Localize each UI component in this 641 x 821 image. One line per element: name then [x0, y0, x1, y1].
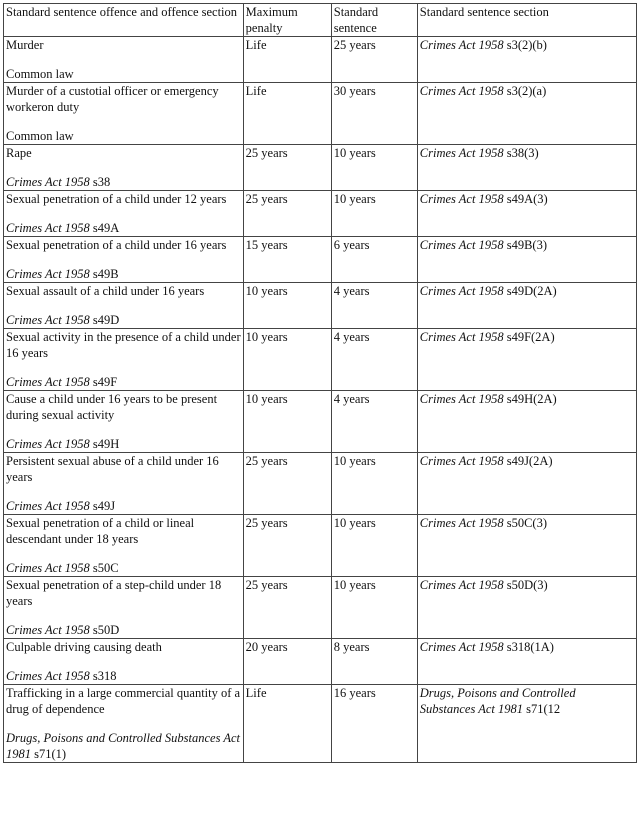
offence-section: [6, 498, 241, 514]
offence-section: [6, 174, 241, 190]
section-number: s49F(2A): [503, 330, 555, 344]
offence-section-number: s49F: [89, 375, 118, 389]
section-act: Crimes Act 1958: [419, 454, 504, 468]
section-act: Crimes Act 1958: [419, 84, 504, 98]
offence-act: Crimes Act 1958: [6, 437, 90, 451]
offence-section-number: s71(1): [31, 747, 67, 761]
maximum-penalty-cell: 25 years: [243, 145, 331, 191]
standard-sentence-cell: 10 years: [331, 577, 417, 639]
section-number: s50D(3): [503, 578, 548, 592]
standard-sentence-cell: 10 years: [331, 191, 417, 237]
table-row: [4, 391, 637, 453]
section-number: s49A(3): [503, 192, 548, 206]
section-act: Crimes Act 1958: [419, 284, 504, 298]
maximum-penalty-cell: 10 years: [243, 391, 331, 453]
offence-section: [6, 128, 241, 144]
offence-name: Sexual penetration of a step-child under 18 years: [6, 578, 222, 608]
table-row: [4, 329, 637, 391]
offence-section-number: s49B: [89, 267, 119, 281]
section-number: s49D(2A): [503, 284, 557, 298]
section-act: Crimes Act 1958: [419, 640, 504, 654]
offence-name: Rape: [6, 146, 32, 160]
standard-sentence-section-cell: [417, 329, 636, 391]
table-row: [4, 577, 637, 639]
standard-sentence-section-cell: [417, 191, 636, 237]
section-act: Crimes Act 1958: [419, 238, 504, 252]
offence-cell: [4, 191, 244, 237]
section-number: s3(2)(b): [503, 38, 547, 52]
offence-section-number: s49D: [89, 313, 120, 327]
section-act: Crimes Act 1958: [419, 392, 504, 406]
offence-section: [6, 436, 241, 452]
offence-cell: [4, 237, 244, 283]
maximum-penalty-cell: 25 years: [243, 453, 331, 515]
offence-section-number: s318: [89, 669, 117, 683]
maximum-penalty-cell: 20 years: [243, 639, 331, 685]
offence-act: Crimes Act 1958: [6, 221, 90, 235]
offence-cell: [4, 83, 244, 145]
offence-name: Trafficking in a large commercial quantity of a drug of dependence: [6, 686, 241, 716]
table-row: [4, 685, 637, 763]
offence-cell: [4, 639, 244, 685]
offence-section-number: s49J: [89, 499, 116, 513]
offence-cell: [4, 685, 244, 763]
standard-sentence-section-cell: [417, 283, 636, 329]
offence-cell: [4, 515, 244, 577]
offence-name: Murder of a custotial officer or emergency workeron duty: [6, 84, 219, 114]
standard-sentence-cell: 4 years: [331, 329, 417, 391]
standard-sentence-cell: 6 years: [331, 237, 417, 283]
section-number: s318(1A): [503, 640, 554, 654]
table-row: [4, 515, 637, 577]
offence-name: Sexual penetration of a child or lineal descendant under 18 years: [6, 516, 195, 546]
table-row: [4, 191, 637, 237]
maximum-penalty-cell: Life: [243, 37, 331, 83]
header-standard-sentence-section: Standard sentence section: [417, 4, 636, 37]
section-number: s49H(2A): [503, 392, 557, 406]
section-number: s50C(3): [503, 516, 547, 530]
offence-section: [6, 66, 241, 82]
header-row: [4, 4, 637, 37]
standard-sentence-section-cell: [417, 639, 636, 685]
offence-act: Crimes Act 1958: [6, 375, 90, 389]
offence-section: [6, 220, 241, 236]
offence-cell: [4, 283, 244, 329]
offence-section: [6, 668, 241, 684]
section-act: Drugs, Poisons and Controlled Substances Act 1981: [419, 686, 576, 716]
section-act: Crimes Act 1958: [419, 192, 504, 206]
offence-cell: [4, 145, 244, 191]
maximum-penalty-cell: Life: [243, 83, 331, 145]
offence-act: Crimes Act 1958: [6, 623, 90, 637]
offence-section-number: s38: [89, 175, 111, 189]
section-number: s38(3): [503, 146, 539, 160]
standard-sentence-cell: 4 years: [331, 391, 417, 453]
offence-section-number: s49H: [89, 437, 120, 451]
table-row: [4, 453, 637, 515]
table-row: [4, 83, 637, 145]
offence-cell: [4, 37, 244, 83]
section-number: s49B(3): [503, 238, 547, 252]
offence-section: [6, 560, 241, 576]
offence-section-number: s49A: [89, 221, 120, 235]
offence-name: Sexual activity in the presence of a child under 16 years: [6, 330, 241, 360]
offence-act: Crimes Act 1958: [6, 561, 90, 575]
header-maximum-penalty: Maximum penalty: [243, 4, 331, 37]
offence-act: Crimes Act 1958: [6, 175, 90, 189]
table-row: [4, 37, 637, 83]
standard-sentence-cell: 10 years: [331, 453, 417, 515]
offence-name: Persistent sexual abuse of a child under 16 years: [6, 454, 219, 484]
offence-cell: [4, 391, 244, 453]
offence-section-number: s50D: [89, 623, 120, 637]
section-number: s49J(2A): [503, 454, 553, 468]
standard-sentence-cell: 30 years: [331, 83, 417, 145]
standard-sentence-cell: 25 years: [331, 37, 417, 83]
standard-sentence-section-cell: [417, 391, 636, 453]
maximum-penalty-cell: 25 years: [243, 191, 331, 237]
section-act: Crimes Act 1958: [419, 330, 504, 344]
maximum-penalty-cell: 25 years: [243, 515, 331, 577]
offence-act: Crimes Act 1958: [6, 499, 90, 513]
offence-act: Drugs, Poisons and Controlled Substances Act 1981: [6, 731, 241, 761]
offence-cell: [4, 329, 244, 391]
offence-name: Murder: [6, 38, 44, 52]
maximum-penalty-cell: Life: [243, 685, 331, 763]
section-act: Crimes Act 1958: [419, 38, 504, 52]
standard-sentence-cell: 4 years: [331, 283, 417, 329]
header-offence: Standard sentence offence and offence section: [4, 4, 244, 37]
standard-sentence-cell: 10 years: [331, 145, 417, 191]
maximum-penalty-cell: 15 years: [243, 237, 331, 283]
offence-act: Crimes Act 1958: [6, 267, 90, 281]
standard-sentence-section-cell: [417, 577, 636, 639]
maximum-penalty-cell: 10 years: [243, 329, 331, 391]
table-row: [4, 639, 637, 685]
standard-sentence-section-cell: [417, 453, 636, 515]
section-act: Crimes Act 1958: [419, 578, 504, 592]
section-act: Crimes Act 1958: [419, 146, 504, 160]
maximum-penalty-cell: 25 years: [243, 577, 331, 639]
table-row: [4, 283, 637, 329]
section-act: Crimes Act 1958: [419, 516, 504, 530]
offence-section: [6, 266, 241, 282]
offence-section: [6, 312, 241, 328]
offence-cell: [4, 453, 244, 515]
offence-section: [6, 374, 241, 390]
standard-sentence-section-cell: [417, 37, 636, 83]
standard-sentence-section-cell: [417, 685, 636, 763]
offence-act: Crimes Act 1958: [6, 669, 90, 683]
offence-section: [6, 730, 241, 762]
offence-name: Sexual assault of a child under 16 years: [6, 284, 205, 298]
offence-name: Cause a child under 16 years to be present during sexual activity: [6, 392, 218, 422]
offence-name: Sexual penetration of a child under 16 years: [6, 238, 227, 252]
standard-sentence-section-cell: [417, 145, 636, 191]
table-row: [4, 145, 637, 191]
standard-sentence-cell: 10 years: [331, 515, 417, 577]
standard-sentence-section-cell: [417, 237, 636, 283]
standard-sentence-section-cell: [417, 83, 636, 145]
standard-sentence-cell: 8 years: [331, 639, 417, 685]
standard-sentence-table: [3, 3, 637, 763]
offence-name: Sexual penetration of a child under 12 years: [6, 192, 227, 206]
standard-sentence-section-cell: [417, 515, 636, 577]
offence-section: [6, 622, 241, 638]
section-number: s71(12: [523, 702, 561, 716]
offence-section-number: Common law: [6, 67, 74, 81]
maximum-penalty-cell: 10 years: [243, 283, 331, 329]
offence-section-number: Common law: [6, 129, 74, 143]
standard-sentence-cell: 16 years: [331, 685, 417, 763]
header-standard-sentence: Standard sentence: [331, 4, 417, 37]
offence-cell: [4, 577, 244, 639]
section-number: s3(2)(a): [503, 84, 547, 98]
offence-name: Culpable driving causing death: [6, 640, 162, 654]
offence-act: Crimes Act 1958: [6, 313, 90, 327]
table-row: [4, 237, 637, 283]
offence-section-number: s50C: [89, 561, 119, 575]
